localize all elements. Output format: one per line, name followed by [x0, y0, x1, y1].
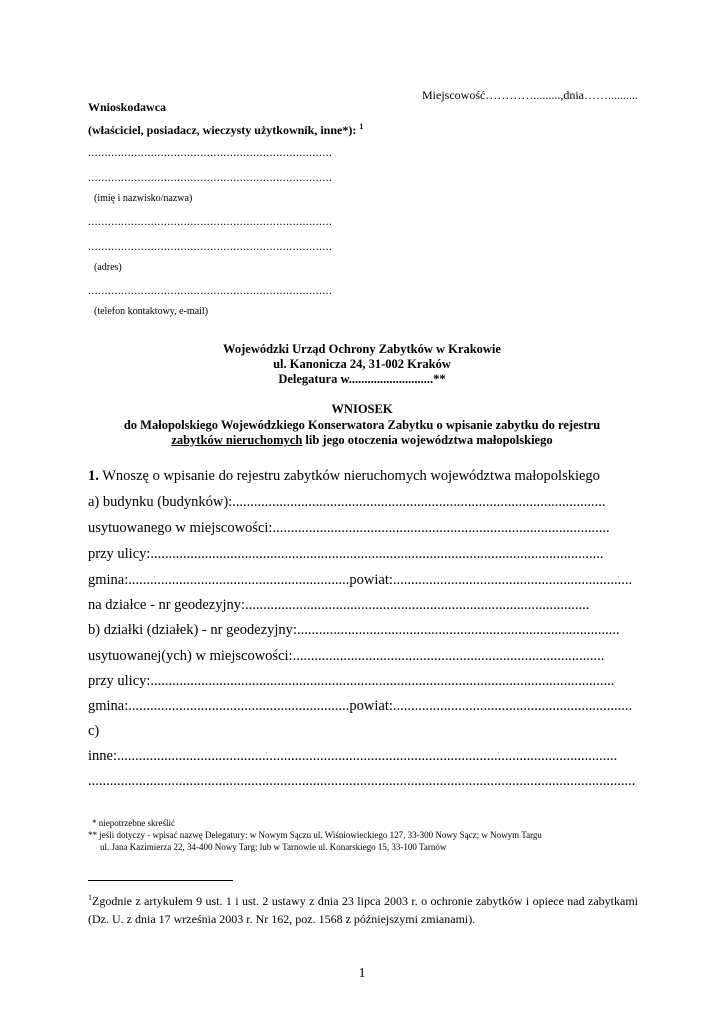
field-plot-commune-district[interactable]: gmina:.............................................................powiat:..................................................................: [88, 698, 633, 714]
footnote: [88, 889, 638, 928]
footnote-text: Zgodnie z artykułem 9 ust. 1 i ust. 2 ustawy z dnia 23 lipca 2003 r. o ochronie zabytków i opiece nad zabytkami (Dz. U. z dnia 17 września 2003 r. Nr 162, poz. 1568 z późniejszymi zmianami).: [88, 894, 638, 926]
request-title: WNIOSEK: [331, 402, 393, 416]
applicant-heading: Wnioskodawca: [88, 100, 167, 114]
request-subtitle-underlined: zabytków nieruchomych: [171, 433, 303, 447]
field-building-plot-number[interactable]: na działce - nr geodezyjny:...............................................................................................: [88, 597, 590, 613]
note-delegation-1: ** jeśli dotyczy - wpisać nazwę Delegatury: w Nowym Sączu ul. Wiśniowieckiego 127, 33-300 Nowy Sącz; w Nowym Targu: [88, 830, 542, 840]
form-number: 1.: [88, 468, 99, 484]
form-intro: [88, 468, 638, 485]
note-strike: * niepotrzebne skreślić: [92, 818, 175, 828]
footnote-ref: 1: [359, 122, 364, 131]
request-subtitle-rest: lib jego otoczenia województwa małopolskiego: [302, 433, 553, 447]
place-date-line: Miejscowość………….........,dnia……..........: [422, 88, 638, 102]
address-line-1: ..........................................................................: [88, 214, 333, 228]
office-address: ul. Kanonicza 24, 31-002 Kraków: [273, 357, 451, 371]
office-delegation: Delegatura w...........................**: [278, 372, 446, 386]
field-plot-locality[interactable]: usytuowanej(ych) w miejscowości:......................................................................................: [88, 648, 605, 664]
field-building[interactable]: a) budynku (budynków):.......................................................................................................: [88, 494, 606, 510]
field-building-commune-district[interactable]: gmina:.............................................................powiat:..................................................................: [88, 572, 633, 588]
request-subtitle-1: do Małopolskiego Wojewódzkiego Konserwatora Zabytku o wpisanie zabytku do rejestru: [123, 418, 601, 432]
footnote-marker: 1: [88, 893, 92, 902]
field-other[interactable]: inne:..........................................................................................................................................: [88, 748, 618, 764]
field-building-street[interactable]: przy ulicy:.............................................................................................................................: [88, 546, 604, 562]
field-c-label: c): [88, 723, 100, 739]
name-caption: (imię i nazwisko/nazwa): [94, 193, 193, 204]
address-line-2: ..........................................................................: [88, 239, 333, 253]
name-line-1: ..........................................................................: [88, 145, 333, 159]
address-caption: (adres): [94, 262, 122, 273]
form-intro-text: Wnoszę o wpisanie do rejestru zabytków nieruchomych województwa małopolskiego: [98, 468, 600, 484]
request-subtitle-2: [0, 433, 724, 448]
applicant-role: [88, 122, 363, 138]
note-delegation-2: ul. Jana Kazimierza 22, 34-400 Nowy Targ; lub w Tarnowie ul. Konarskiego 15, 33-100 Tarnów: [100, 842, 447, 852]
phone-line: ..........................................................................: [88, 283, 333, 297]
name-line-2: ..........................................................................: [88, 170, 333, 184]
field-other-continued[interactable]: .......................................................................................................................................................: [88, 773, 636, 789]
field-plot-street[interactable]: przy ulicy:................................................................................................................................: [88, 673, 615, 689]
applicant-role-text: (właściciel, posiadacz, wieczysty użytkownik, inne*):: [88, 123, 357, 137]
office-name: Wojewódzki Urząd Ochrony Zabytków w Krakowie: [223, 342, 501, 356]
footnote-separator: [88, 880, 233, 881]
phone-caption: (telefon kontaktowy, e-mail): [94, 306, 209, 317]
field-plot-number[interactable]: b) działki (działek) - nr geodezyjny:.........................................................................................: [88, 622, 620, 638]
field-building-locality[interactable]: usytuowanego w miejscowości:.............................................................................................: [88, 520, 610, 536]
page-number: 1: [358, 966, 366, 981]
